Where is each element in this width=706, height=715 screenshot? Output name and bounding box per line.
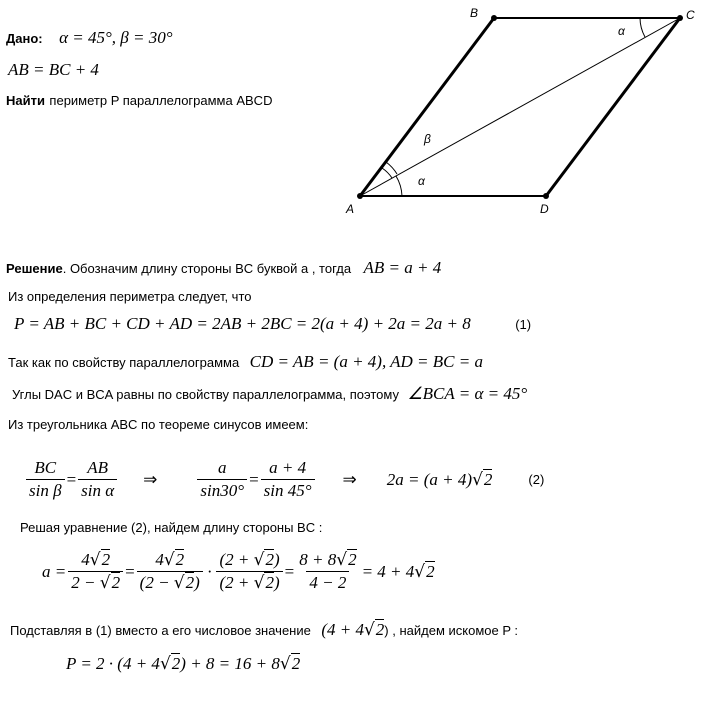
given-angles: α = 45°, β = 30°: [59, 28, 173, 47]
solution-intro-formula: AB = a + 4: [363, 258, 442, 277]
property-row: [8, 352, 483, 372]
find-text: периметр P параллелограмма ABCD: [49, 93, 273, 108]
label-angle-alpha-c: α: [618, 24, 625, 38]
fraction-conjugate: [216, 550, 282, 593]
given-relation: AB = BC + 4: [8, 60, 99, 79]
label-vertex-c: C: [686, 8, 695, 22]
radical-sign: √: [99, 573, 111, 593]
find-label: Найти: [6, 93, 45, 108]
implies-arrow: ⇒: [342, 469, 357, 489]
radical-sign: √: [279, 654, 291, 674]
substitution-row: [10, 620, 518, 640]
radical-sign: √: [253, 550, 265, 570]
fraction-a4-over-sin45: [261, 458, 315, 501]
num-part: 8 + 8: [299, 550, 337, 569]
a-solution-row: [42, 550, 435, 593]
arc-alpha-at-a: [396, 176, 402, 196]
a-result: = 4 + 4: [361, 561, 415, 581]
label-angle-alpha-a: α: [418, 174, 425, 188]
fraction-step-1: [68, 550, 123, 593]
side-ab: [360, 18, 494, 196]
a-equals: a =: [42, 561, 67, 581]
equation-1: P = AB + BC + CD + AD = 2AB + 2BC = 2(a + 4) + 2a = 2a + 8: [14, 314, 471, 333]
radical-sign: √: [173, 573, 185, 593]
equals-sign: =: [284, 561, 295, 581]
radicand: 2: [348, 550, 357, 569]
equals-sign: =: [125, 561, 135, 581]
label-angle-beta: β: [424, 132, 431, 146]
fraction-step-4: [296, 550, 359, 593]
num-part: (2 +: [219, 550, 254, 569]
radicand: 2: [265, 550, 274, 569]
fraction-numerator: a + 4: [269, 458, 307, 477]
final-answer-row: [66, 654, 300, 674]
radical-sign: √: [159, 654, 171, 674]
label-vertex-a: A: [346, 202, 355, 216]
fraction-denominator: sin α: [78, 479, 117, 501]
point-d: [543, 193, 549, 199]
angles-text: Углы DAC и BCA равны по свойству параллелограмма, поэтому: [12, 387, 399, 402]
arc-beta-at-a-1: [382, 168, 392, 178]
radical-sign: √: [163, 550, 175, 570]
fraction-denominator: sin 45°: [261, 479, 315, 501]
equals-sign: =: [249, 469, 259, 489]
parallelogram-figure: [0, 0, 706, 230]
final-left: P = 2 · (4 + 4: [66, 654, 160, 673]
num-close: ): [273, 550, 280, 569]
fraction-denominator: [216, 571, 282, 593]
fraction-denominator: sin β: [26, 479, 65, 501]
diagonal-ac: [360, 18, 680, 196]
point-b: [491, 15, 497, 21]
fraction-numerator: [216, 550, 282, 571]
substitution-value: (4 + 4: [321, 620, 364, 639]
radicand: 2: [175, 550, 185, 569]
point-c: [677, 15, 683, 21]
radicand: 2: [265, 573, 274, 592]
equation-2-left: 2a = (a + 4): [386, 469, 473, 489]
den-part: 2 −: [71, 573, 100, 592]
equation-1-tag: (1): [515, 317, 532, 332]
fraction-ab-over-sin-alpha: [78, 458, 117, 501]
solution-intro: . Обозначим длину стороны BC буквой a , тогда: [62, 261, 352, 276]
fraction-numerator: a: [217, 458, 227, 477]
den-close: ): [194, 573, 200, 592]
num-coef: 4: [155, 550, 164, 569]
angles-formula: ∠BCA = α = 45°: [407, 384, 528, 403]
fraction-bc-over-sin-beta: [26, 458, 65, 501]
sine-equation-row: [26, 458, 544, 501]
den-part: (2 +: [219, 573, 254, 592]
equation-1-row: [14, 314, 531, 334]
equals-sign: =: [66, 469, 77, 489]
angles-row: [12, 384, 527, 404]
radicand: 2: [185, 573, 195, 592]
radicand: 2: [101, 550, 111, 569]
fraction-a-over-sin30: [197, 458, 247, 501]
solution-heading: Решение: [6, 261, 63, 276]
fraction-denominator: sin30°: [197, 479, 247, 501]
den-part: (2 −: [139, 573, 174, 592]
point-a: [357, 193, 363, 199]
radicand: 2: [291, 654, 301, 673]
sine-theorem-text: Из треугольника ABC по теореме синусов имеем:: [8, 417, 309, 432]
fraction-step-2: [137, 550, 203, 593]
fraction-denominator: [68, 571, 123, 593]
radical-sign: √: [89, 550, 101, 570]
radicand: 2: [375, 620, 385, 639]
label-vertex-d: D: [540, 202, 549, 216]
radical-sign: √: [363, 620, 375, 640]
implies-arrow: ⇒: [143, 469, 158, 489]
fraction-denominator: [137, 571, 203, 593]
solution-intro-row: [6, 258, 441, 278]
radicand: 2: [483, 470, 493, 489]
radical-sign: √: [336, 550, 348, 570]
radicand: 2: [426, 562, 435, 581]
fraction-numerator: [296, 550, 359, 571]
property-formula: CD = AB = (a + 4), AD = BC = a: [249, 352, 483, 371]
radical-sign: √: [253, 573, 265, 593]
radical-sign: √: [414, 561, 426, 582]
fraction-denominator: 4 − 2: [306, 571, 349, 593]
label-vertex-b: B: [470, 6, 479, 20]
final-mid: ) + 8 = 16 + 8: [180, 654, 280, 673]
radicand: 2: [171, 654, 181, 673]
substitution-text: Подставляя в (1) вместо a его числовое значение: [10, 623, 311, 638]
radicand: 2: [111, 573, 121, 592]
solve-text: Решая уравнение (2), найдем длину стороны BC :: [20, 520, 323, 535]
fraction-numerator: BC: [34, 458, 57, 477]
side-cd: [546, 18, 680, 196]
multiply-dot: ·: [206, 561, 213, 581]
num-coef: 4: [81, 550, 90, 569]
fraction-numerator: [78, 550, 113, 571]
property-text: Так как по свойству параллелограмма: [8, 355, 240, 370]
arc-alpha-at-c: [640, 18, 645, 37]
fraction-numerator: AB: [87, 458, 109, 477]
fraction-numerator: [152, 550, 187, 571]
equation-2-tag: (2): [528, 472, 545, 487]
radical-sign: √: [472, 469, 483, 490]
substitution-after: ) , найдем искомое P :: [384, 623, 518, 638]
den-close: ): [273, 573, 280, 592]
given-heading: Дано:: [6, 31, 43, 46]
perimeter-definition: Из определения периметра следует, что: [8, 289, 252, 304]
